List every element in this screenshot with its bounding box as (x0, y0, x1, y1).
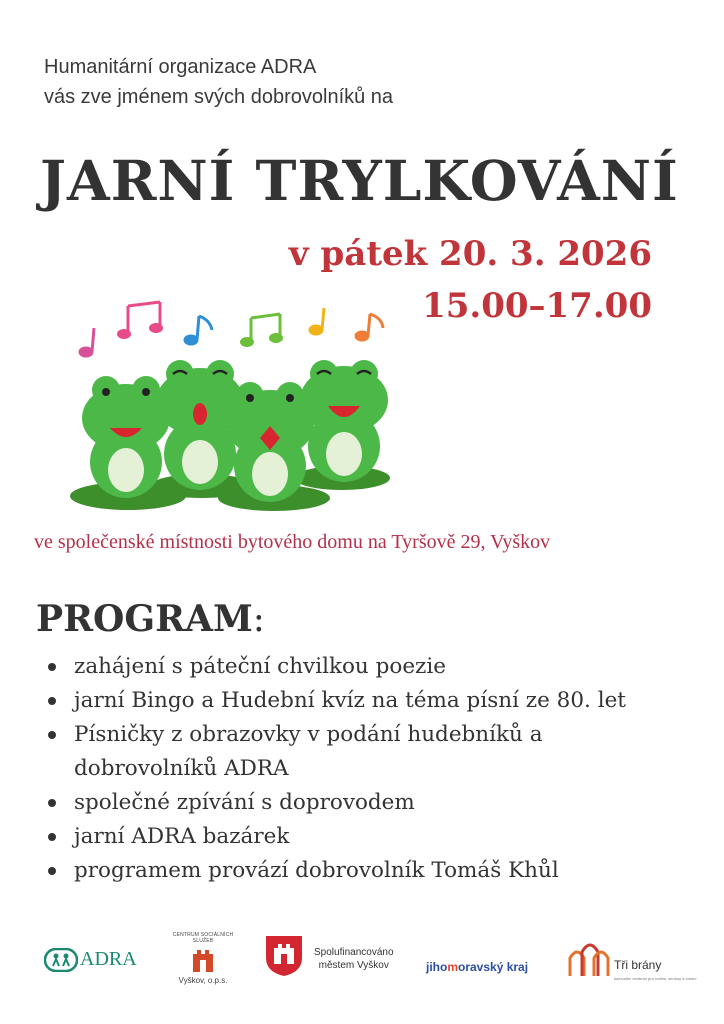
program-item (34, 684, 674, 718)
cofund-line-2: městem Vyškov (318, 960, 389, 971)
program-item (34, 718, 674, 786)
tri-brany-logo (566, 938, 697, 983)
intro-text (44, 52, 393, 112)
intro-line-2: vás zve jménem svých dobrovolníků na (44, 86, 394, 108)
program-item (34, 786, 674, 820)
program-item (34, 854, 674, 888)
centrum-socialnich-sluzeb-logo (168, 932, 238, 985)
program-item-text: jarní Bingo a Hudební kvíz na téma písní ze 80. let (74, 688, 626, 713)
event-venue: ve společenské místnosti bytového domu na Tyršově 29, Vyškov (34, 531, 551, 553)
program-item-text: programem provází dobrovolník Tomáš Khůl (74, 858, 559, 883)
frog-3 (226, 382, 314, 502)
program-heading (36, 598, 265, 640)
adra-emblem-icon (44, 948, 78, 972)
program-item-text: Písničky z obrazovky v podání hudebníků a dobrovolníků ADRA (74, 722, 543, 781)
event-date: v pátek 20. 3. 2026 (288, 234, 652, 274)
tri-brany-name: Tři brány (614, 958, 662, 972)
adra-logo (44, 948, 137, 972)
event-time: 15.00–17.00 (422, 286, 652, 326)
bullet-icon (48, 731, 56, 739)
jmk-text-post: oravský kraj (458, 960, 529, 974)
vyskov-coat-of-arms (264, 934, 304, 983)
bullet-icon (48, 697, 56, 705)
three-gates-icon (566, 938, 612, 978)
jihomoravsky-kraj-logo (426, 960, 528, 974)
jmk-text-pre: jiho (426, 960, 448, 974)
program-item-text: jarní ADRA bazárek (74, 824, 290, 849)
bullet-icon (48, 663, 56, 671)
program-heading-text: PROGRAM (36, 598, 253, 640)
program-heading-colon: : (252, 599, 265, 640)
program-list (34, 650, 674, 888)
singing-frogs-illustration (66, 296, 396, 512)
cofunding-note (314, 946, 394, 972)
bullet-icon (48, 867, 56, 875)
coat-of-arms-icon (264, 934, 304, 978)
tri-brany-subtitle: komunitní centrum pro rodinu, seniory a zdraví (614, 976, 697, 981)
jmk-text-m: m (447, 960, 458, 974)
bullet-icon (48, 833, 56, 841)
adra-logo-text: ADRA (80, 948, 137, 970)
intro-line-1: Humanitární organizace ADRA (44, 56, 317, 78)
event-title: JARNÍ TRYLKOVÁNÍ (40, 148, 679, 213)
program-item-text: společné zpívání s doprovodem (74, 790, 415, 815)
program-item-text: zahájení s páteční chvilkou poezie (74, 654, 446, 679)
program-item (34, 650, 674, 684)
sponsor-logos (0, 930, 724, 1000)
music-notes-icon (79, 302, 383, 357)
bullet-icon (48, 799, 56, 807)
frog-1 (82, 376, 170, 498)
castle-emblem-icon (188, 944, 218, 974)
program-item (34, 820, 674, 854)
css-name: CENTRUM SOCIÁLNÍCH SLUŽEB (172, 932, 234, 944)
css-city: Vyškov, o.p.s. (178, 976, 228, 985)
cofund-line-1: Spolufinancováno (314, 947, 394, 958)
